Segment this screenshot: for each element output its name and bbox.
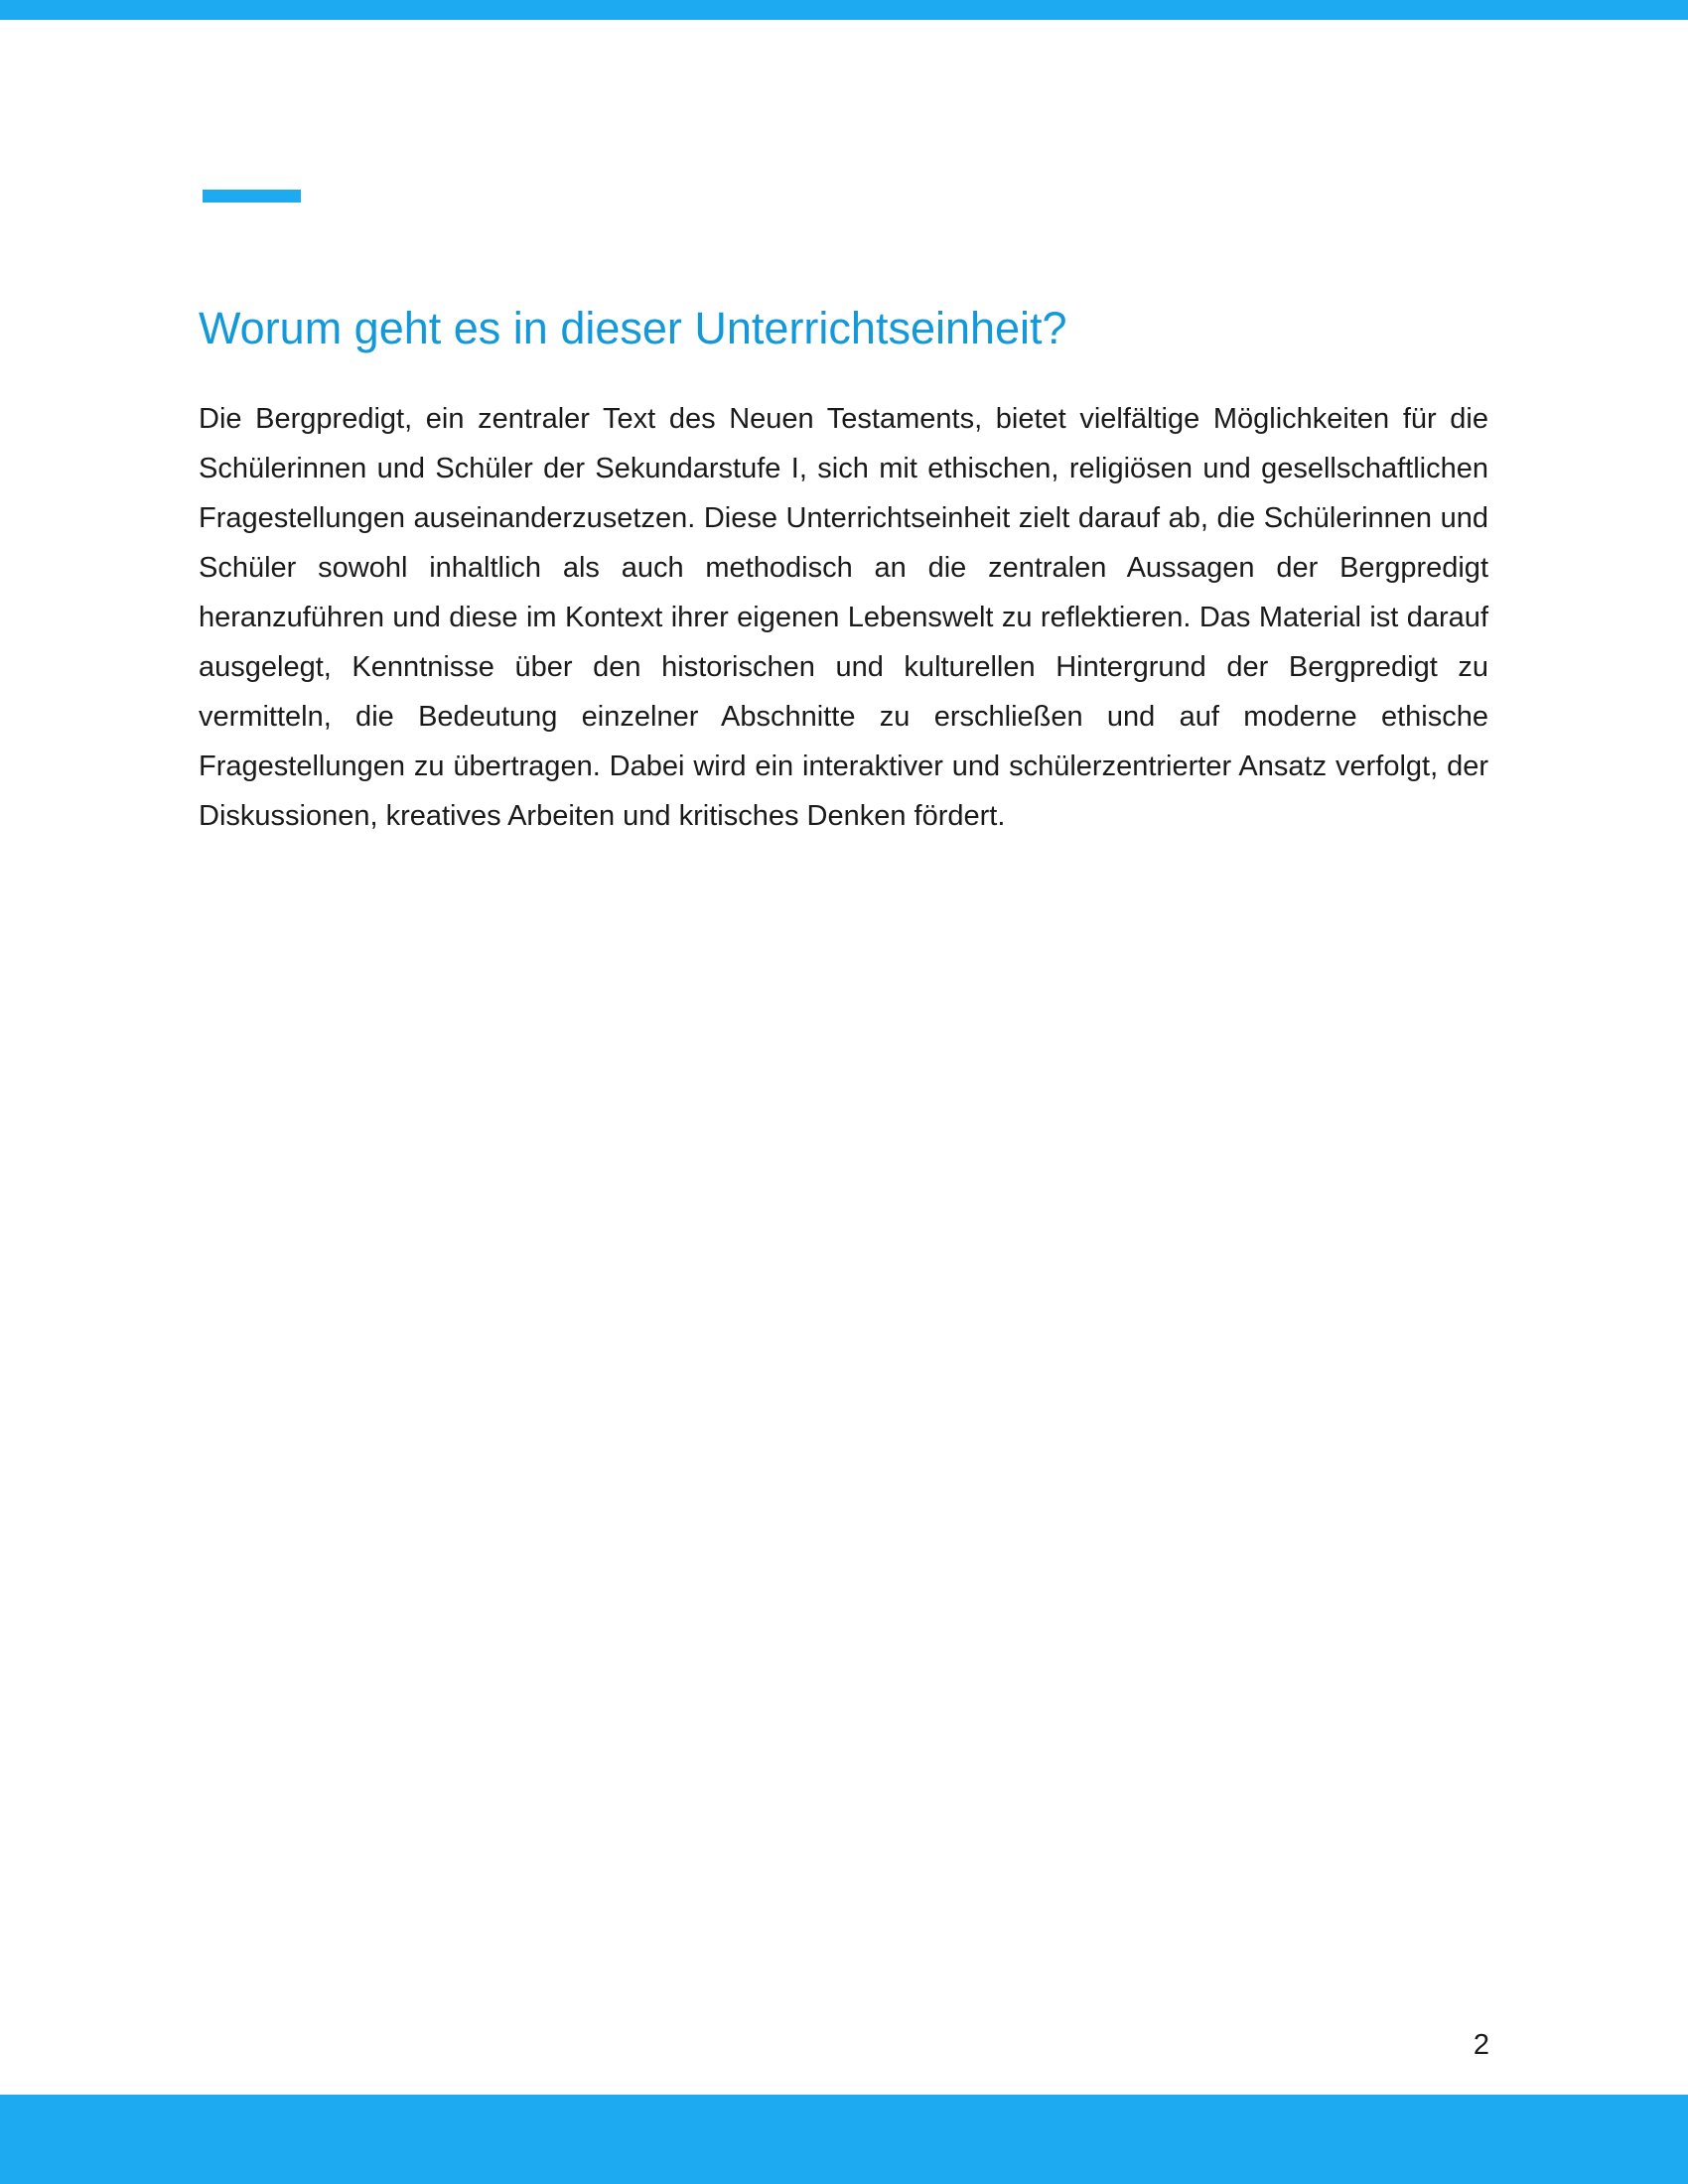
bottom-accent-bar <box>0 2095 1688 2184</box>
body-paragraph: Die Bergpredigt, ein zentraler Text des Neuen Testaments, bietet vielfältige Möglichkeiten für die Schülerinnen und Schüler der Sekundarstufe I, sich mit ethischen, religiösen und gesellschaftlichen Fragestellungen auseinanderzusetzen. Diese Unterrichtseinheit zielt darauf ab, die Schülerinnen und Schüler sowohl inhaltlich als auch methodisch an die zentralen Aussagen der Bergpredigt heranzuführen und diese im Kontext ihrer eigenen Lebenswelt zu reflektieren. Das Material ist darauf ausgelegt, Kenntnisse über den historischen und kulturellen Hintergrund der Bergpredigt zu vermitteln, die Bedeutung einzelner Abschnitte zu erschließen und auf moderne ethische Fragestellungen zu übertragen. Dabei wird ein interaktiver und schülerzentrierter Ansatz verfolgt, der Diskussionen, kreatives Arbeiten und kritisches Denken fördert. <box>199 403 1488 832</box>
section-heading: Worum geht es in dieser Unterrichtseinheit? <box>199 303 1067 353</box>
page-number: 2 <box>1473 2029 1489 2061</box>
top-accent-bar <box>0 0 1688 20</box>
section-accent-dash <box>203 190 301 203</box>
